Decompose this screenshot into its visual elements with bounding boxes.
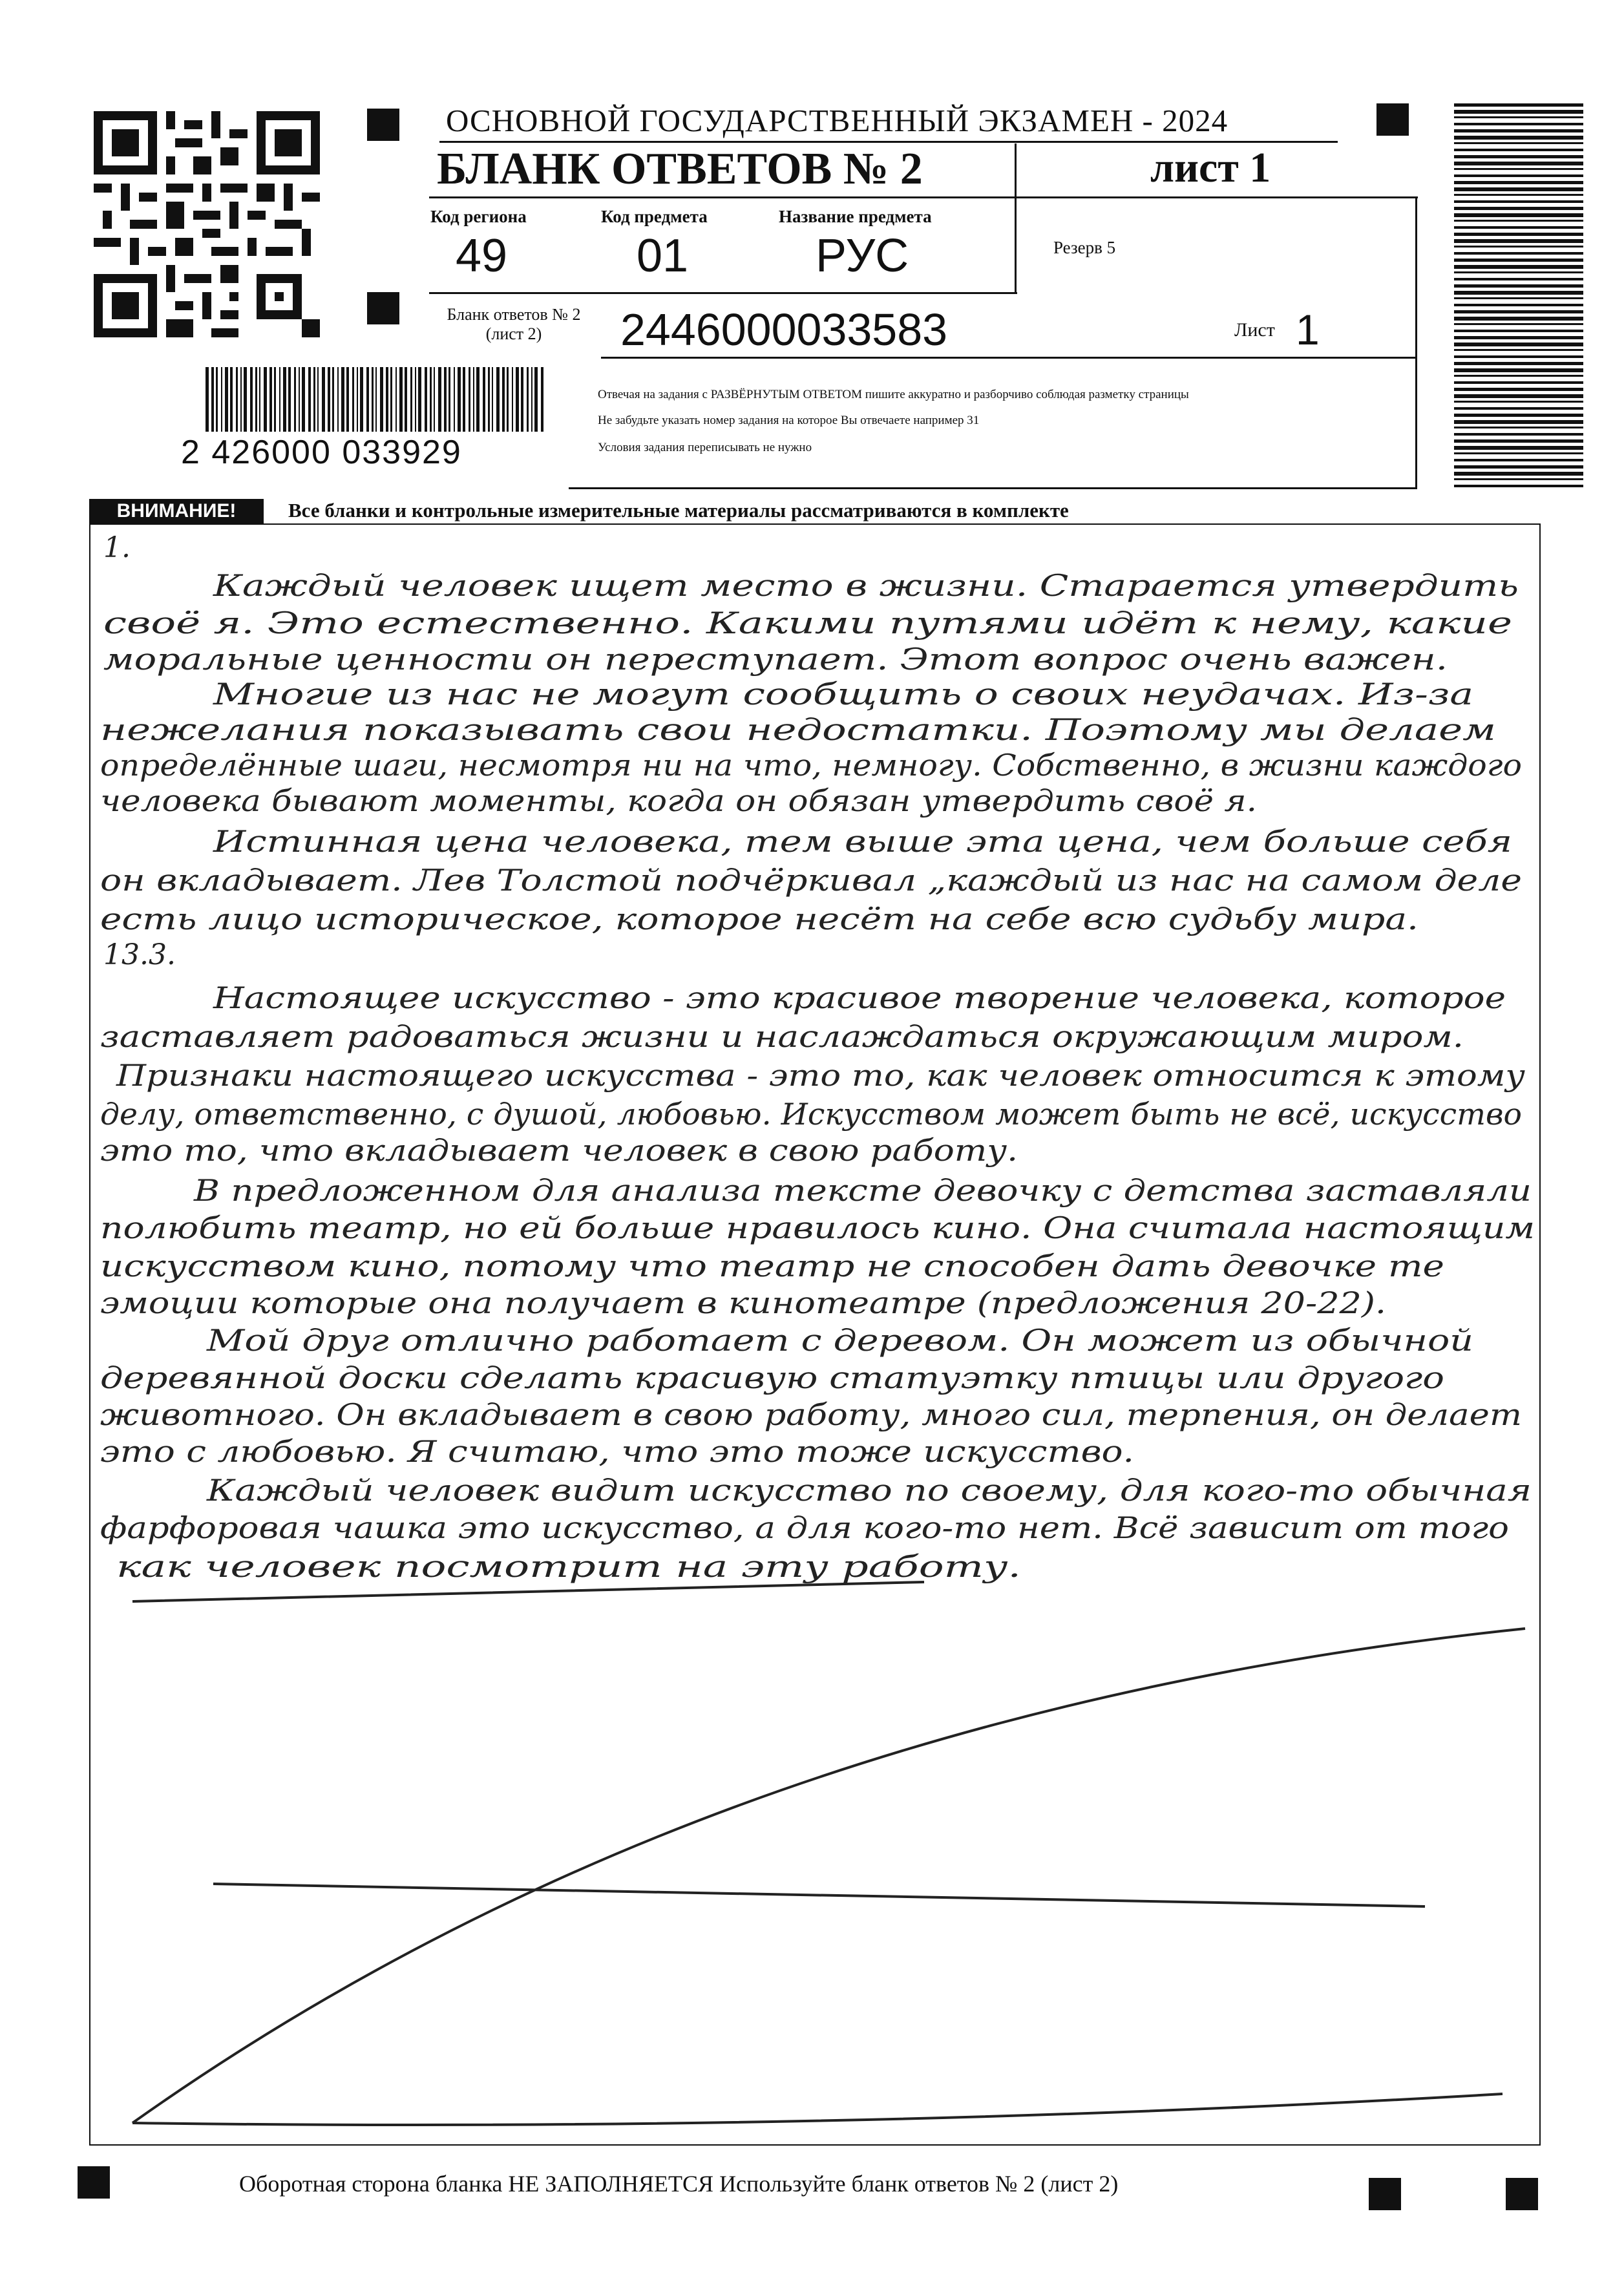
answer-line: В предложенном для анализа тексте девочку с детства заставляли: [193, 1173, 1532, 1208]
answer-line: Мой друг отлично работает с деревом. Он может из обычной: [206, 1323, 1473, 1358]
region-value: 49: [456, 230, 508, 282]
barcode-number: 2 426000 033929: [181, 434, 462, 471]
answer-line: определённые шаги, несмотря ни на что, немногу. Собственно, в жизни каждого: [100, 748, 1522, 783]
answer-line: это с любовью. Я считаю, что это тоже искусство.: [100, 1434, 1134, 1469]
instruction-line: Отвечая на задания с РАЗВЁРНУТЫМ ОТВЕТОМ пишите аккуратно и разборчиво соблюдая разметку страницы: [598, 388, 1189, 401]
answer-line: есть лицо историческое, которое несёт на себе всю судьбу мира.: [100, 902, 1418, 936]
answer-line: фарфоровая чашка это искусство, а для кого-то нет. Всё зависит от того: [100, 1510, 1509, 1545]
answer-line: человека бывают моменты, когда он обязан утвердить своё я.: [100, 783, 1257, 818]
answer-line: нежелания показывать свои недостатки. Поэтому мы делаем: [100, 712, 1496, 747]
answer-line: 13.3.: [103, 938, 176, 971]
subject-code-label: Код предмета: [601, 207, 708, 226]
answer-line: Многие из нас не могут сообщить о своих неудачах. Из-за: [212, 677, 1473, 712]
answer-line: моральные ценности он переступает. Этот вопрос очень важен.: [103, 642, 1448, 677]
answer-line: эмоции которые она получает в кинотеатре (предложения 20-22).: [100, 1285, 1386, 1320]
reference-label-line2: (лист 2): [485, 324, 542, 343]
answer-line: Настоящее искусство - это красивое творение человека, которое: [212, 980, 1506, 1015]
sheet-number: 1: [1296, 306, 1320, 354]
strike-through-lines: [132, 1582, 1525, 2125]
footer-note: Оборотная сторона бланка НЕ ЗАПОЛНЯЕТСЯ Используйте бланк ответов № 2 (лист 2): [239, 2171, 1119, 2197]
region-label: Код региона: [430, 207, 527, 226]
sheet-label: лист 1: [1150, 144, 1271, 191]
attention-text: Все бланки и контрольные измерительные материалы рассматриваются в комплекте: [288, 499, 1069, 522]
sheet-number-label: Лист: [1234, 319, 1275, 341]
instruction-line: Условия задания переписывать не нужно: [598, 441, 812, 454]
reserve-field: Резерв 5: [1053, 238, 1116, 257]
answer-line: Истинная цена человека, тем выше эта цена, чем больше себя: [212, 824, 1513, 859]
answer-line: 1.: [103, 531, 131, 564]
answer-line: это то, что вкладывает человек в свою работу.: [100, 1133, 1018, 1168]
answer-line: заставляет радоваться жизни и наслаждаться окружающим миром.: [100, 1019, 1464, 1054]
reference-number: 2446000033583: [620, 304, 948, 355]
answer-line: Признаки настоящего искусства - это то, как человек относится к этому: [115, 1058, 1526, 1093]
answer-line: он вкладывает. Лев Толстой подчёркивал „каждый из нас на самом деле: [100, 863, 1522, 898]
exam-title: ОСНОВНОЙ ГОСУДАРСТВЕННЫЙ ЭКЗАМЕН - 2024: [446, 103, 1229, 138]
answer-line: Каждый человек ищет место в жизни. Старается утвердить: [212, 568, 1519, 603]
answer-line: своё я. Это естественно. Какими путями идёт к нему, какие: [103, 606, 1512, 640]
subject-name-label: Название предмета: [779, 207, 932, 226]
subject-code-value: 01: [637, 230, 689, 282]
attention-badge: ВНИМАНИЕ!: [89, 499, 264, 523]
form-title: БЛАНК ОТВЕТОВ № 2: [437, 144, 923, 194]
reference-label-line1: Бланк ответов № 2: [447, 305, 581, 324]
subject-name-value: РУС: [816, 230, 909, 282]
answer-line: полюбить театр, но ей больше нравилось кино. Она считала настоящим: [100, 1210, 1535, 1245]
answer-line: животного. Он вкладывает в свою работу, много сил, терпения, он делает: [100, 1397, 1522, 1432]
answer-line: Каждый человек видит искусство по своему, для кого-то обычная: [206, 1473, 1532, 1508]
answer-line: делу, ответственно, с душой, любовью. Искусством может быть не всё, искусство: [100, 1097, 1522, 1132]
instruction-line: Не забудьте указать номер задания на которое Вы отвечаете например 31: [598, 414, 980, 427]
answer-line: деревянной доски сделать красивую статуэтку птицы или другого: [100, 1360, 1444, 1395]
answer-line: как человек посмотрит на эту работу.: [116, 1549, 1021, 1584]
answer-line: искусством кино, потому что театр не способен дать девочке те: [100, 1249, 1444, 1283]
